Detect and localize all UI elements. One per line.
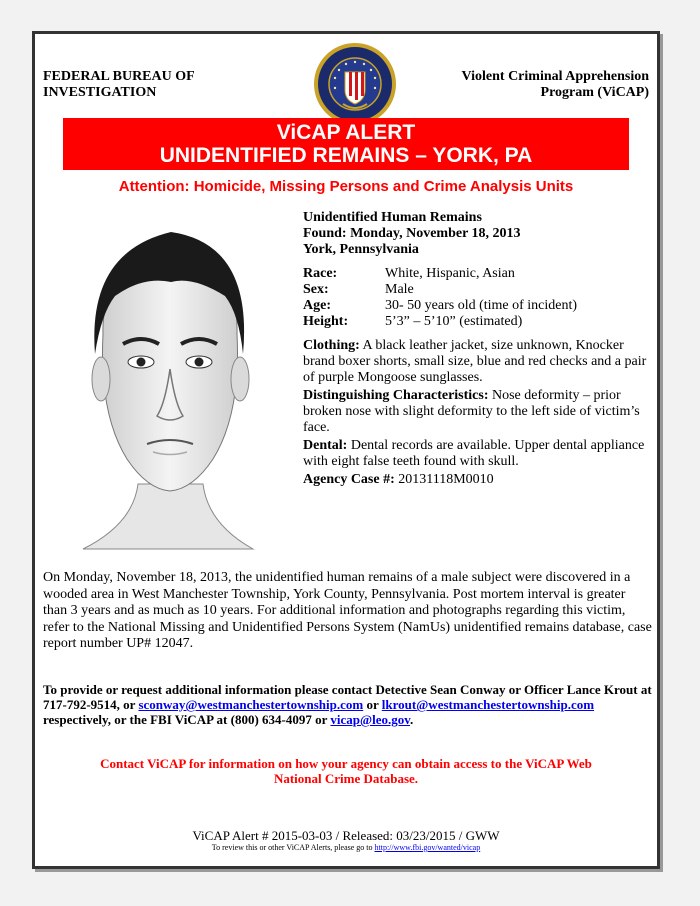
found-line2: Found: Monday, November 18, 2013: [303, 226, 521, 241]
narrative-paragraph: On Monday, November 18, 2013, the unidentified human remains of a male subject were discovered in a wooded area in West Manchester Township, York County, Pennsylvania. Post mortem interval is greater than 3 years and as much as 10 years. For additional information and photographs regarding this victim, refer to the National Missing and Unidentified Persons System (NamUs) unidentified remains database, case report number UP# 12047.: [43, 570, 652, 651]
case-label: Agency Case #:: [303, 472, 395, 487]
attention-line: Attention: Homicide, Missing Persons and Crime Analysis Units: [118, 178, 574, 195]
fact-row: [303, 298, 648, 314]
facts-table: [303, 266, 648, 330]
footer-review-line: [35, 843, 657, 853]
case-paragraph: [303, 472, 648, 488]
found-line1: Unidentified Human Remains: [303, 210, 482, 225]
fact-row: [303, 314, 648, 330]
dental-paragraph: [303, 438, 648, 470]
email-link-krout[interactable]: lkrout@westmanchestertownship.com: [381, 697, 595, 712]
banner-subtitle: UNIDENTIFIED REMAINS – YORK, PA: [159, 144, 533, 167]
clothing-text: A black leather jacket, size unknown, Knocker brand boxer shorts, small size, blue and red checks and a pair of purple Mongoose sunglasses.: [303, 338, 647, 385]
contact-text-1: To provide or request additional information please contact Detective Sean Conway or Officer Lance Krout at 717-792-9514, or: [43, 682, 652, 712]
footer-review-text: To review this or other ViCAP Alerts, please go to: [211, 843, 375, 852]
contact-paragraph: [43, 682, 653, 727]
distinguishing-paragraph: [303, 388, 648, 436]
distinguishing-label: Distinguishing Characteristics:: [303, 388, 489, 403]
victim-info: [303, 210, 648, 490]
contact-text-4: .: [410, 712, 414, 727]
header-right-line1: Violent Criminal Apprehension: [461, 69, 649, 84]
header-left-line1: FEDERAL BUREAU OF: [43, 69, 195, 84]
header-left: [43, 69, 253, 101]
email-link-vicap[interactable]: vicap@leo.gov: [330, 712, 411, 727]
fbi-seal-icon: [313, 42, 397, 126]
fact-value: White, Hispanic, Asian: [385, 266, 515, 281]
fact-key: Age:: [303, 298, 331, 313]
email-link-conway[interactable]: sconway@westmanchestertownship.com: [138, 697, 364, 712]
distinguishing-text: Nose deformity – prior broken nose with slight deformity to the left side of victim’s face.: [303, 388, 640, 435]
fact-row: [303, 266, 648, 282]
found-line3: York, Pennsylvania: [303, 242, 419, 257]
fact-value: 5’3” – 5’10” (estimated): [385, 314, 523, 329]
vicap-url-link[interactable]: http://www.fbi.gov/wanted/vicap: [374, 843, 481, 852]
dental-label: Dental:: [303, 438, 348, 453]
fact-value: Male: [385, 282, 414, 297]
fact-value: 30- 50 years old (time of incident): [385, 298, 578, 313]
face-sketch-image: [43, 204, 293, 564]
alert-banner: [63, 118, 629, 170]
header-left-line2: INVESTIGATION: [43, 85, 157, 100]
found-block: [303, 210, 648, 258]
clothing-paragraph: [303, 338, 648, 386]
fact-key: Sex:: [303, 282, 329, 297]
footer: [35, 828, 657, 853]
fact-row: [303, 282, 648, 298]
access-notice: Contact ViCAP for information on how your agency can obtain access to the ViCAP Web National Crime Database.: [100, 756, 592, 786]
contact-text-2: or: [363, 697, 382, 712]
alert-page: [32, 31, 660, 869]
clothing-label: Clothing:: [303, 338, 360, 353]
footer-release-line: ViCAP Alert # 2015-03-03 / Released: 03/23/2015 / GWW: [192, 828, 500, 843]
banner-title: ViCAP ALERT: [276, 121, 416, 144]
case-value: 20131118M0010: [398, 472, 494, 487]
dental-text: Dental records are available. Upper dental appliance with eight false teeth found with skull.: [303, 438, 645, 469]
header-right: [419, 69, 649, 101]
fact-key: Height:: [303, 314, 349, 329]
fact-key: Race:: [303, 266, 338, 281]
contact-text-3: respectively, or the FBI ViCAP at (800) 634-4097 or: [43, 712, 331, 727]
header-right-line2: Program (ViCAP): [540, 85, 649, 100]
